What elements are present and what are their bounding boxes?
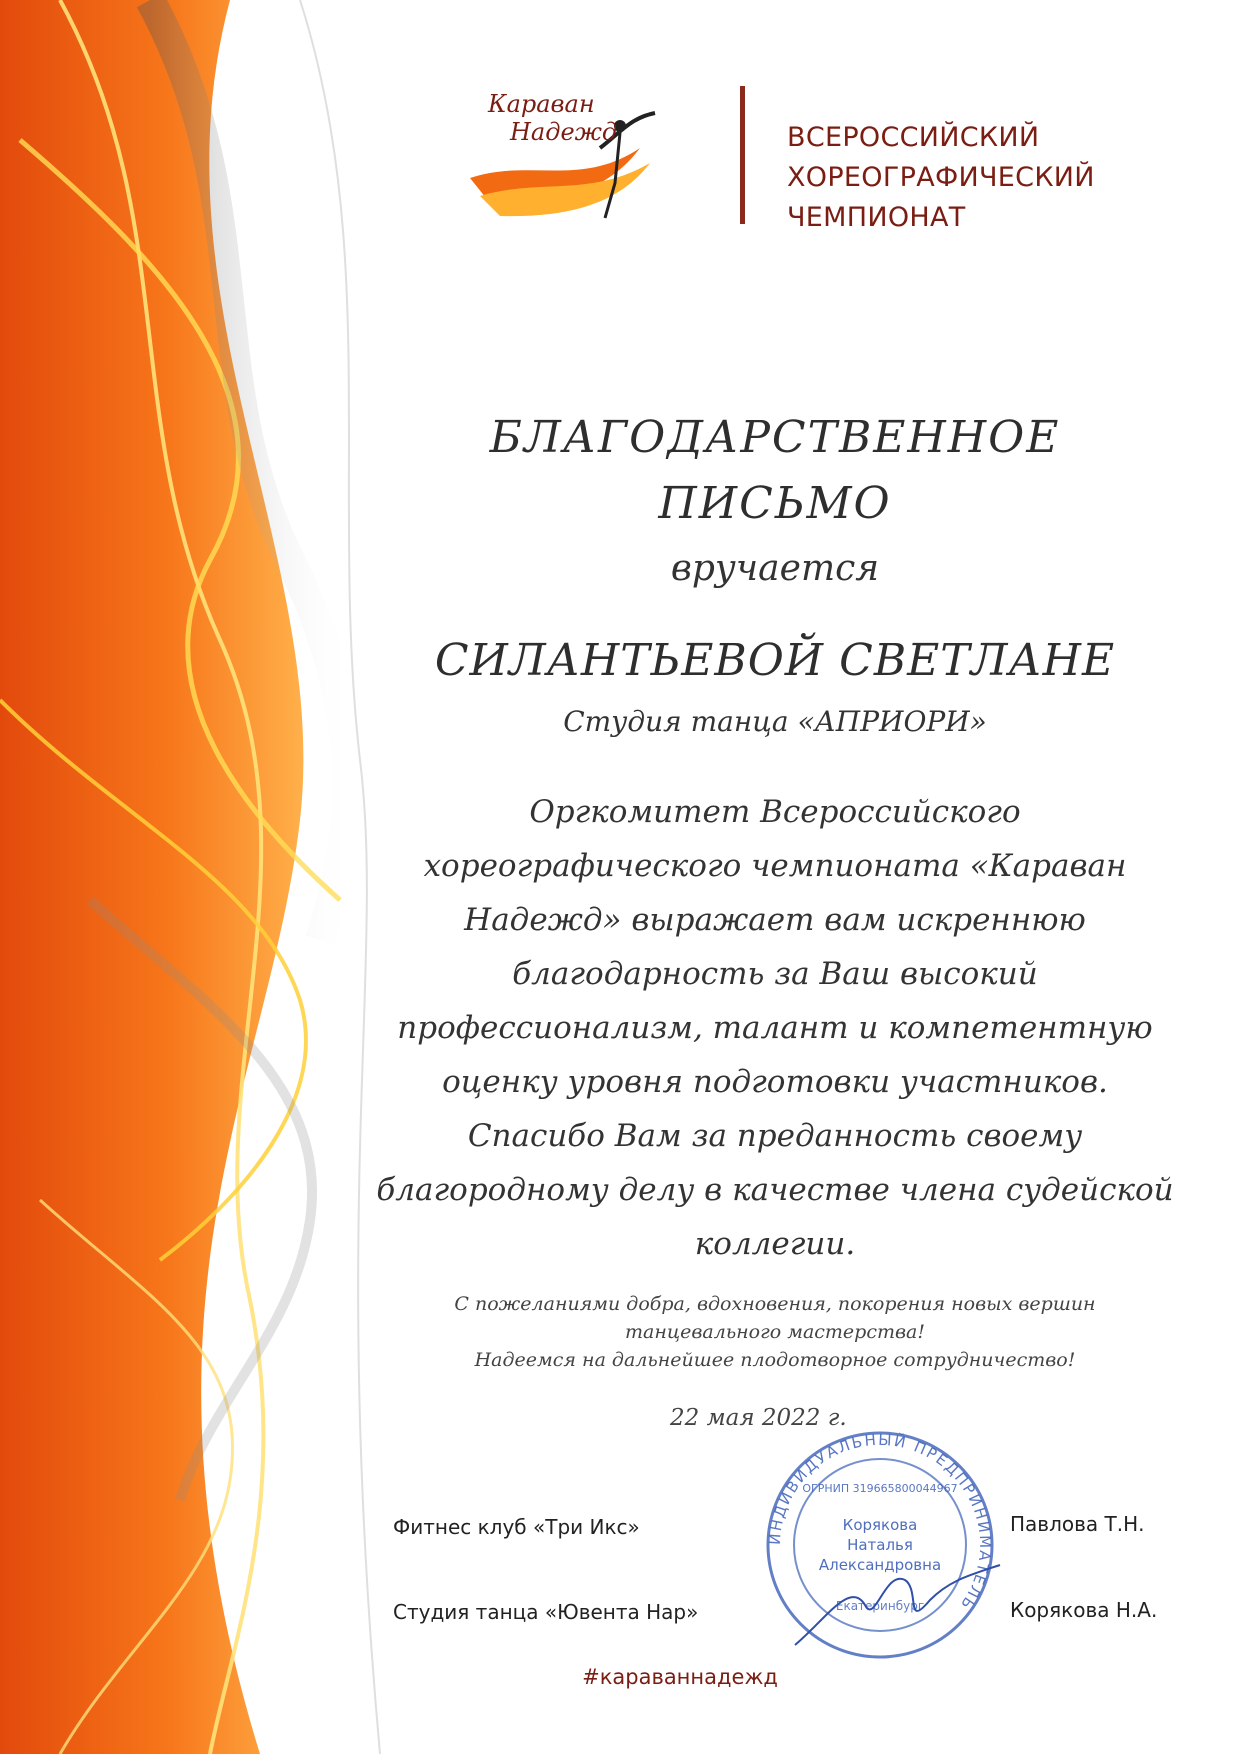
issue-date: 22 мая 2022 г.	[670, 1405, 847, 1431]
recipient-name: СИЛАНТЬЕВОЙ СВЕТЛАНЕ	[434, 635, 1116, 686]
logo-text-line2: Надежд	[510, 118, 618, 146]
document-title	[360, 405, 1190, 537]
caravan-logo	[470, 78, 710, 228]
logo-divider	[740, 86, 745, 224]
signatory-name-2: Корякова Н.А.	[1010, 1598, 1158, 1622]
stamp-name-1: Корякова	[842, 1516, 918, 1534]
body-line: Оргкомитет Всероссийского	[529, 794, 1021, 830]
title-line-2: ПИСЬМО	[658, 478, 892, 529]
hashtag: #караваннадежд	[582, 1665, 778, 1689]
letter-body	[360, 785, 1190, 1271]
body-line: Надежд» выражает вам искреннюю	[464, 902, 1086, 938]
title-line-1: БЛАГОДАРСТВЕННОЕ	[489, 412, 1061, 463]
body-line: коллегии.	[694, 1226, 856, 1262]
body-line: профессионализм, талант и компетентную	[397, 1010, 1153, 1046]
wishes-line: танцевального мастерства!	[624, 1321, 926, 1343]
body-line: хореографического чемпионата «Караван	[423, 848, 1127, 884]
wishes-line: Надеемся на дальнейшее плодотворное сотрудничество!	[474, 1349, 1076, 1371]
header-line-3: ЧЕМПИОНАТ	[787, 202, 966, 233]
stamp-ogrnip: ОГРНИП 319665800044967	[802, 1482, 958, 1495]
wishes	[360, 1290, 1190, 1374]
signatory-org-2: Студия танца «Ювента Нар»	[393, 1600, 699, 1624]
official-stamp	[755, 1430, 1005, 1660]
signatory-org-1: Фитнес клуб «Три Икс»	[393, 1515, 640, 1539]
championship-title	[787, 118, 1095, 238]
stamp-city: Екатеринбург	[835, 1599, 925, 1613]
body-line: благородному делу в качестве члена судейской	[376, 1172, 1174, 1208]
stamp-name-3: Александровна	[818, 1556, 942, 1574]
body-line: Спасибо Вам за преданность своему	[467, 1118, 1083, 1154]
awarded-text: вручается	[670, 548, 880, 589]
flame-decoration	[0, 0, 420, 1754]
logo-text-line1: Караван	[488, 90, 595, 118]
body-line: оценку уровня подготовки участников.	[442, 1064, 1108, 1100]
body-line: благодарность за Ваш высокий	[512, 956, 1038, 992]
stamp-name-2: Наталья	[847, 1536, 913, 1554]
signatory-name-1: Павлова Т.Н.	[1010, 1512, 1145, 1536]
stamp-ring-text: ИНДИВИДУАЛЬНЫЙ ПРЕДПРИНИМАТЕЛЬ	[765, 1430, 995, 1615]
header-line-2: ХОРЕОГРАФИЧЕСКИЙ	[787, 162, 1095, 193]
wishes-line: С пожеланиями добра, вдохновения, покорения новых вершин	[454, 1293, 1096, 1315]
recipient-studio: Студия танца «АПРИОРИ»	[563, 705, 987, 738]
header-line-1: ВСЕРОССИЙСКИЙ	[787, 122, 1040, 153]
